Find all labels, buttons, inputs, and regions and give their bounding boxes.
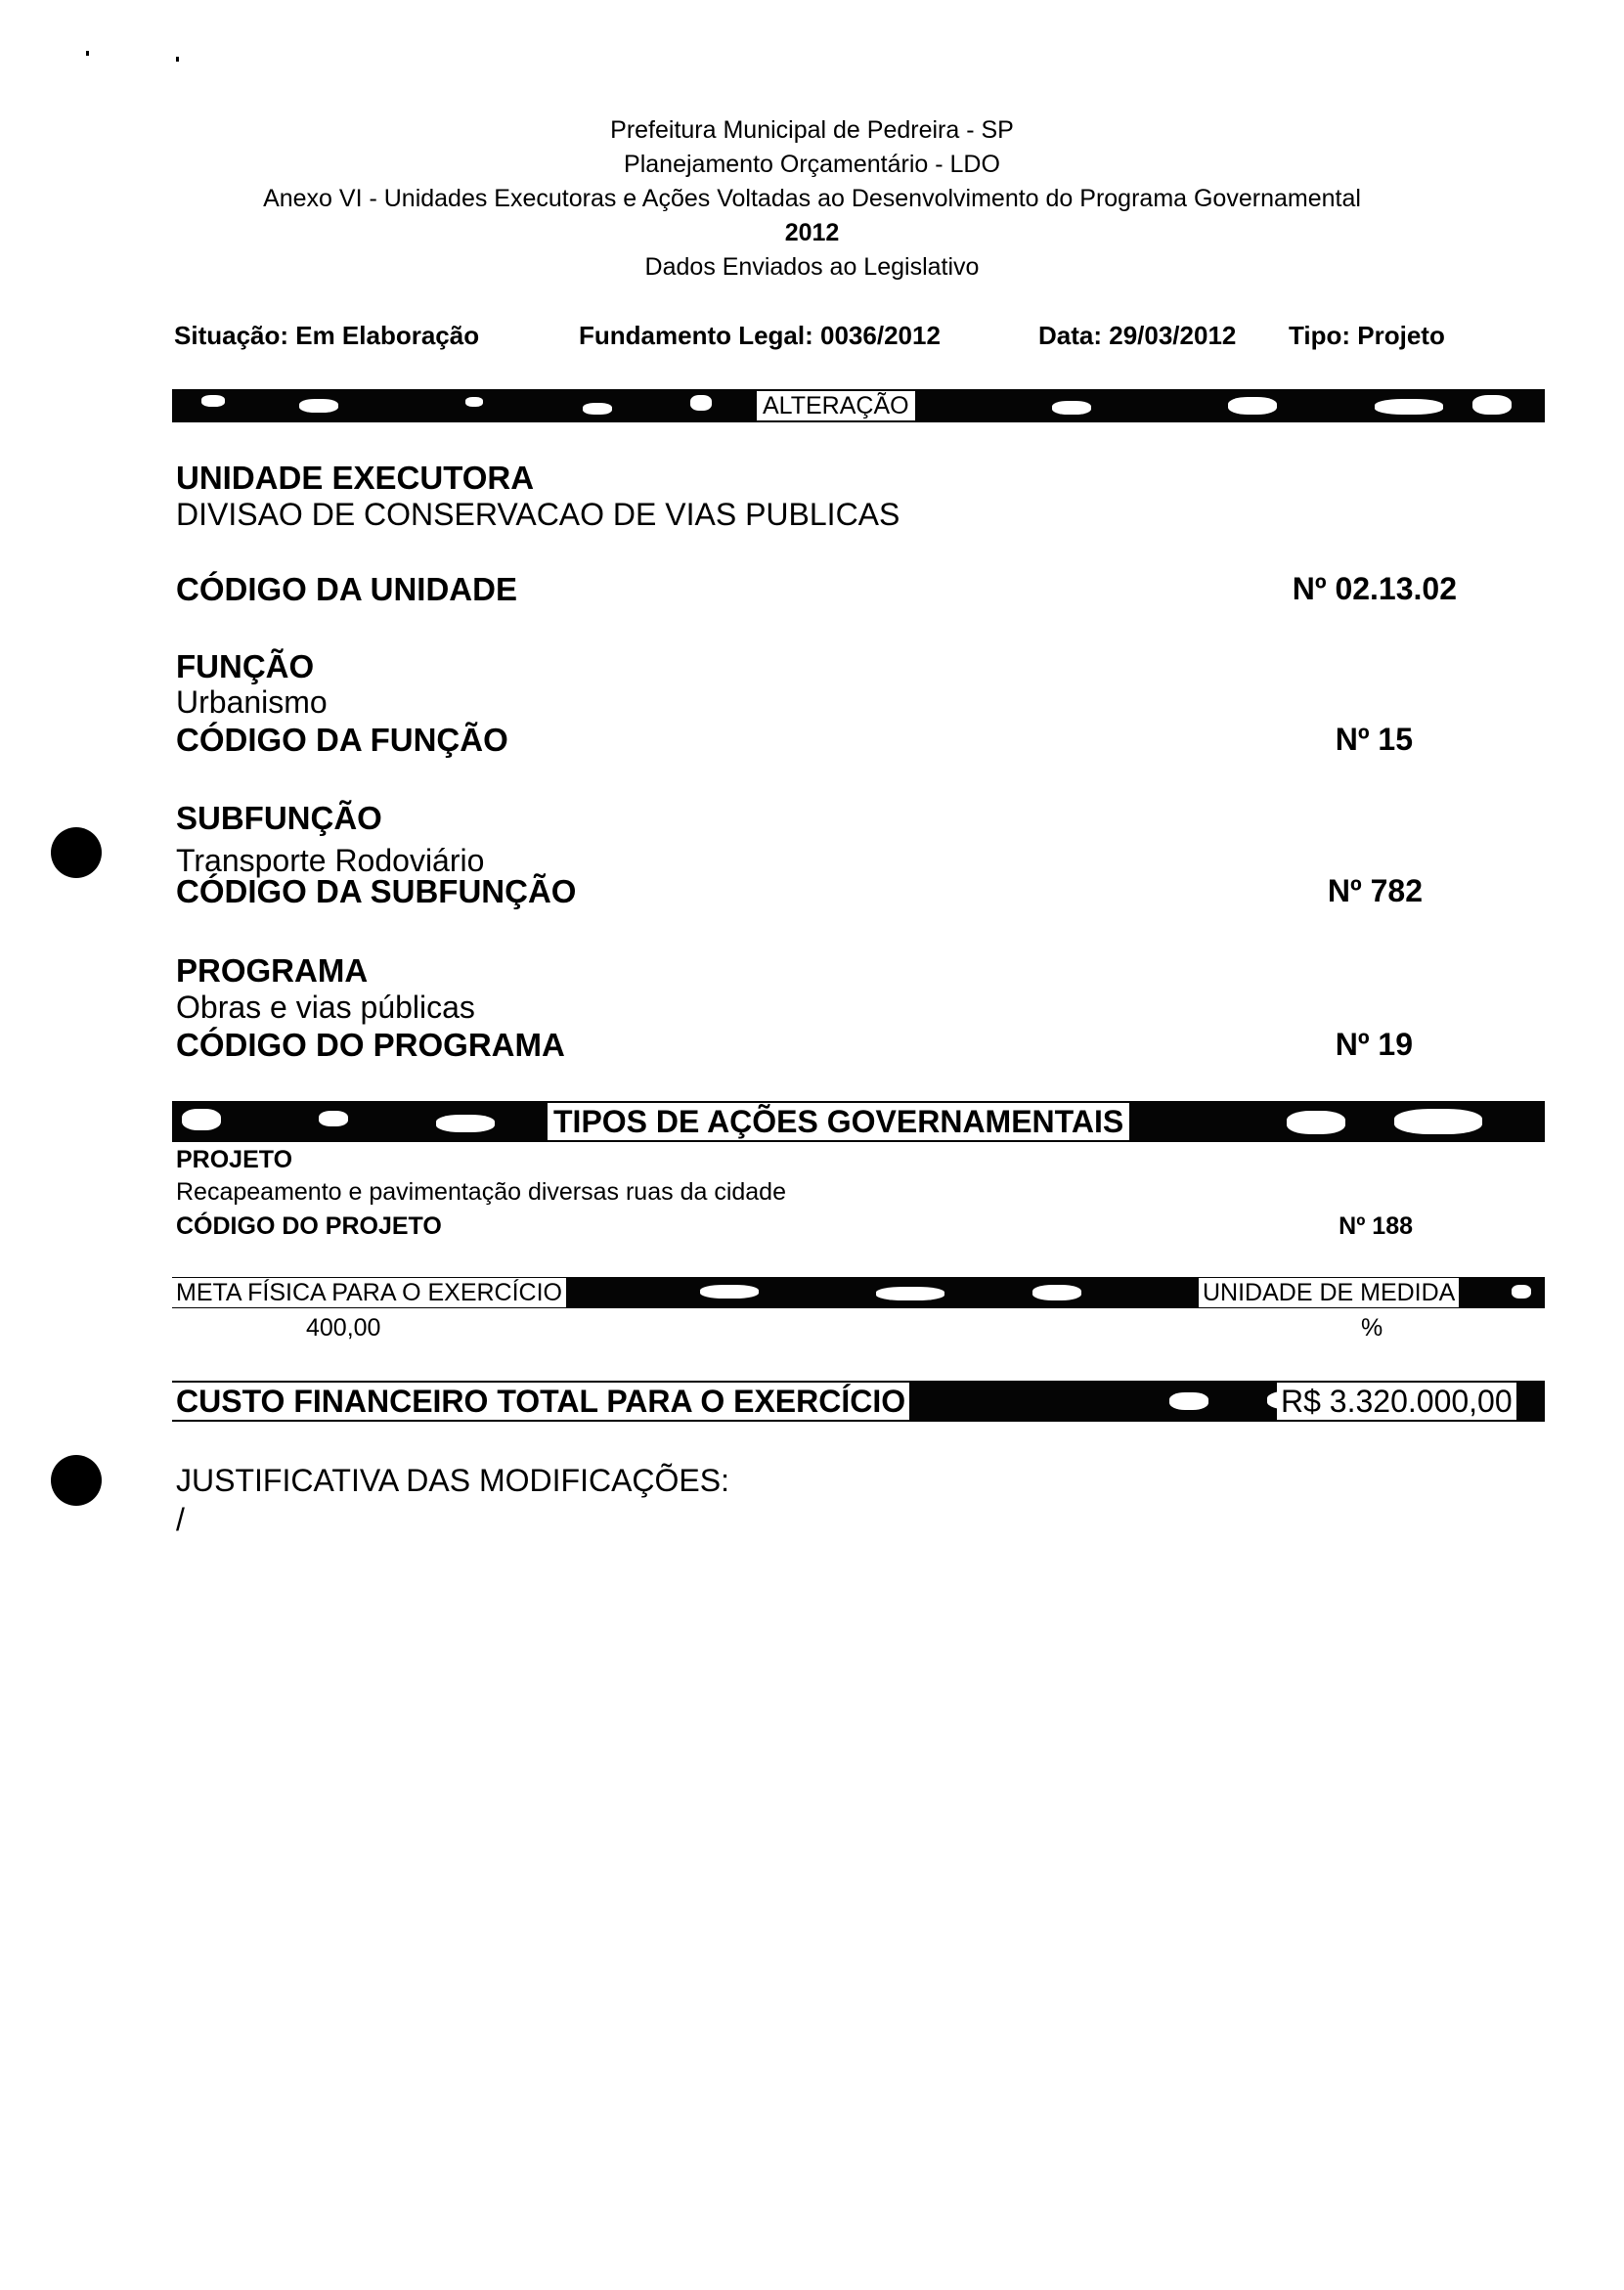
custo-label: CUSTO FINANCEIRO TOTAL PARA O EXERCÍCIO [172,1383,909,1420]
unidade-medida-label: UNIDADE DE MEDIDA [1199,1278,1459,1307]
codigo-unidade-value: Nº 02.13.02 [1292,571,1457,606]
tipos-acoes-bar [172,1101,1545,1142]
date-field: Data: 29/03/2012 [1038,321,1237,350]
programa-value: Obras e vias públicas [176,990,475,1025]
codigo-subfuncao-label: CÓDIGO DA SUBFUNÇÃO [176,873,577,909]
type-field: Tipo: Projeto [1289,321,1445,350]
unidade-executora-value: DIVISAO DE CONSERVACAO DE VIAS PUBLICAS [176,497,900,532]
codigo-funcao-label: CÓDIGO DA FUNÇÃO [176,722,508,758]
meta-fisica-bar [172,1277,1545,1308]
codigo-projeto-label: CÓDIGO DO PROJETO [176,1212,442,1240]
unidade-executora-label: UNIDADE EXECUTORA [176,460,535,496]
funcao-value: Urbanismo [176,684,328,720]
subfuncao-value: Transporte Rodoviário [176,843,485,878]
scan-mark [86,51,89,56]
header-title: Prefeitura Municipal de Pedreira - SP [610,116,1014,144]
projeto-value: Recapeamento e pavimentação diversas ruas da cidade [176,1178,786,1206]
legal-basis-field: Fundamento Legal: 0036/2012 [579,321,941,350]
punch-hole [51,827,102,878]
justificativa-value: / [176,1502,185,1537]
subfuncao-label: SUBFUNÇÃO [176,800,382,836]
alteracao-label: ALTERAÇÃO [757,391,915,420]
custo-bar [172,1381,1545,1422]
codigo-subfuncao-value: Nº 782 [1327,873,1423,908]
custo-value: R$ 3.320.000,00 [1277,1383,1516,1420]
scan-mark [176,57,179,62]
meta-fisica-value: 400,00 [306,1314,381,1342]
justificativa-label: JUSTIFICATIVA DAS MODIFICAÇÕES: [176,1463,729,1498]
alteracao-bar [172,389,1545,422]
codigo-programa-label: CÓDIGO DO PROGRAMA [176,1027,565,1063]
unidade-medida-value: % [1361,1314,1383,1342]
punch-hole [51,1455,102,1506]
status-field: Situação: Em Elaboração [174,321,480,350]
codigo-funcao-value: Nº 15 [1335,722,1413,757]
codigo-programa-value: Nº 19 [1335,1027,1413,1062]
codigo-projeto-value: Nº 188 [1339,1212,1413,1240]
header-legislative: Dados Enviados ao Legislativo [644,253,980,281]
funcao-label: FUNÇÃO [176,648,315,684]
programa-label: PROGRAMA [176,952,369,989]
projeto-label: PROJETO [176,1146,293,1173]
tipos-acoes-label: TIPOS DE AÇÕES GOVERNAMENTAIS [548,1103,1129,1140]
codigo-unidade-label: CÓDIGO DA UNIDADE [176,571,517,607]
header-year: 2012 [784,219,840,246]
meta-fisica-label: META FÍSICA PARA O EXERCÍCIO [172,1278,566,1307]
header-subtitle: Planejamento Orçamentário - LDO [624,151,1000,178]
header-annex: Anexo VI - Unidades Executoras e Ações Voltadas ao Desenvolvimento do Programa Governamental [263,185,1361,212]
